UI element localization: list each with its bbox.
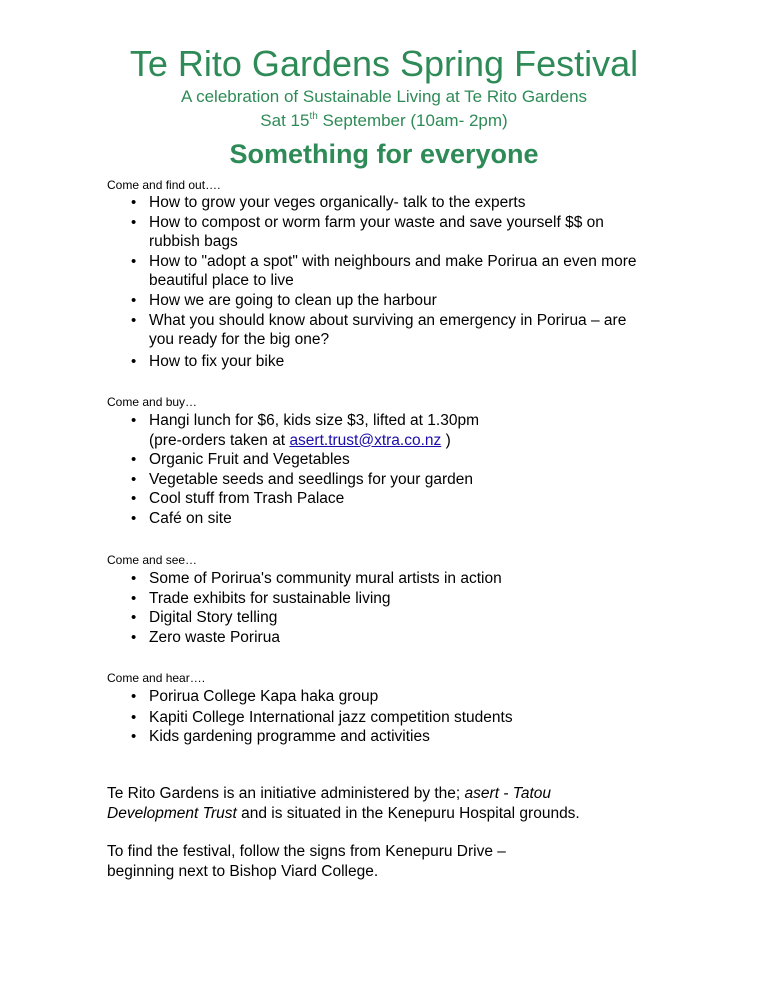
- directions-paragraph: To find the festival, follow the signs from Kenepuru Drive – beginning next to Bishop Viard College.: [107, 843, 506, 880]
- bullet-icon: •: [131, 194, 137, 211]
- list-item: • Cool stuff from Trash Palace: [131, 490, 345, 508]
- date-prefix: Sat 15: [260, 111, 310, 130]
- section-label-see: Come and see…: [107, 553, 198, 567]
- trust-name: asert - Tatou Development Trust: [107, 785, 551, 822]
- list-item: • Café on site: [131, 509, 232, 527]
- page-title: Te Rito Gardens Spring Festival: [129, 43, 639, 84]
- list-item: • Kapiti College International jazz competition students: [131, 708, 513, 726]
- find-out-list: [107, 193, 647, 371]
- bullet-icon: •: [131, 509, 137, 527]
- bullet-icon: •: [131, 470, 137, 488]
- trust-paragraph: Te Rito Gardens is an initiative administered by the; asert - Tatou Development Trust and is situated in the Kenepuru Hospital grounds.: [107, 785, 580, 822]
- list-item: • Zero waste Porirua: [131, 628, 280, 646]
- list-item: • Vegetable seeds and seedlings for your garden: [131, 470, 474, 488]
- bullet-icon: •: [131, 451, 137, 469]
- bullet-icon: •: [131, 252, 137, 270]
- list-item: • Some of Porirua's community mural artists in action: [131, 570, 502, 587]
- email-link[interactable]: asert.trust@xtra.co.nz: [289, 431, 442, 449]
- bullet-icon: •: [131, 490, 137, 508]
- bullet-icon: •: [131, 728, 137, 746]
- list-item: • Digital Story telling: [131, 609, 278, 627]
- buy-list: [107, 411, 647, 529]
- bullet-icon: •: [131, 570, 137, 587]
- event-date: [0, 108, 768, 134]
- list-item: • Trade exhibits for sustainable living: [131, 589, 391, 607]
- bullet-icon: •: [131, 708, 137, 726]
- section-label-buy: Come and buy…: [107, 395, 198, 409]
- bullet-icon: •: [131, 213, 137, 231]
- bullet-icon: •: [131, 412, 137, 429]
- list-item: • How to fix your bike: [131, 352, 285, 370]
- date-ordinal: th: [309, 111, 318, 122]
- list-item: • How to compost or worm farm your waste and save yourself $$ on rubbish bags: [131, 213, 604, 251]
- section-label-hear: Come and hear….: [107, 671, 206, 685]
- date-suffix: September (10am- 2pm): [317, 111, 508, 130]
- list-item: • Organic Fruit and Vegetables: [131, 451, 350, 469]
- tagline: Something for everyone: [229, 139, 539, 169]
- bullet-icon: •: [131, 628, 137, 646]
- list-item: • How we are going to clean up the harbour: [131, 291, 437, 309]
- bullet-icon: •: [131, 609, 137, 627]
- list-item: • Porirua College Kapa haka group: [131, 688, 379, 705]
- bullet-icon: •: [131, 311, 137, 329]
- list-item: • How to "adopt a spot" with neighbours and make Porirua an even more beautiful place to live: [131, 252, 637, 290]
- bullet-icon: •: [131, 352, 137, 370]
- section-label-find-out: Come and find out….: [107, 178, 221, 192]
- list-item: • What you should know about surviving an emergency in Porirua – are you ready for the big one?: [131, 311, 627, 349]
- list-item: • Kids gardening programme and activities: [131, 728, 430, 746]
- see-list: [107, 569, 647, 647]
- list-item: • How to grow your veges organically- talk to the experts: [131, 194, 526, 211]
- hear-list: [107, 687, 647, 747]
- subtitle: A celebration of Sustainable Living at Te Rito Gardens: [180, 87, 588, 106]
- list-item: • Hangi lunch for $6, kids size $3, lifted at 1.30pm (pre-orders taken at asert.trust@xtra.co.nz ): [131, 412, 479, 449]
- bullet-icon: •: [131, 589, 137, 607]
- bullet-icon: •: [131, 291, 137, 309]
- bullet-icon: •: [131, 688, 137, 705]
